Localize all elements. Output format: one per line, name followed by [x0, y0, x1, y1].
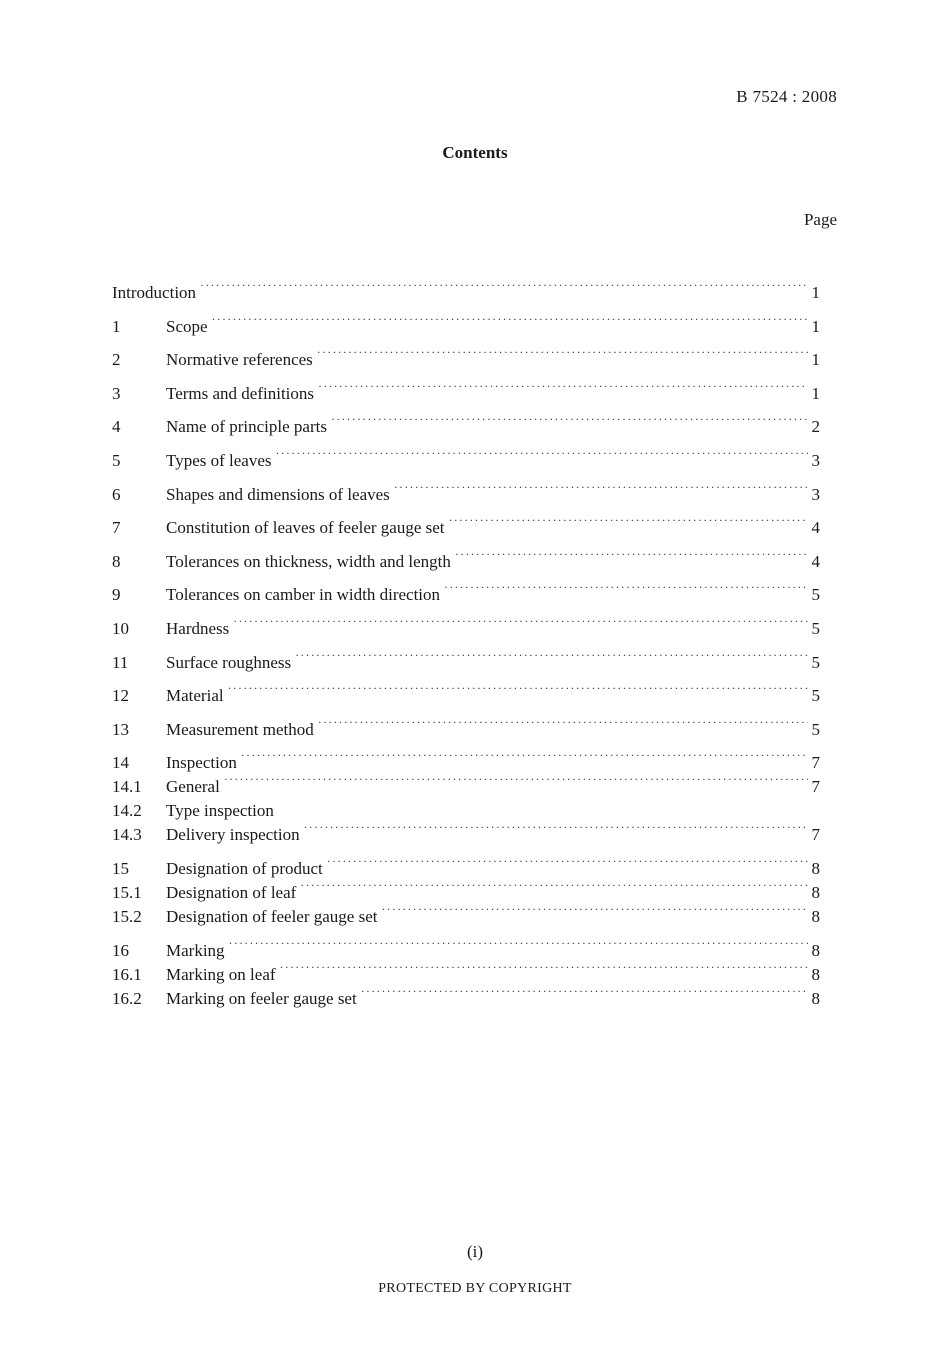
toc-entry-number: 15.1 — [112, 882, 142, 902]
toc-entry[interactable] — [112, 677, 820, 706]
toc-entry-title: Normative references — [166, 350, 313, 370]
toc-entry[interactable] — [112, 408, 820, 437]
toc-entry-number: 9 — [112, 585, 121, 605]
toc-entry-page: 4 — [811, 551, 820, 571]
dot-leader — [449, 509, 808, 533]
toc-entry-number: 15 — [112, 858, 129, 878]
toc-entry-number: 13 — [112, 719, 129, 739]
toc-entry[interactable] — [112, 711, 820, 739]
toc-entry-number: 16.1 — [112, 964, 142, 984]
dot-leader — [278, 792, 808, 816]
toc-entry-title: Measurement method — [166, 719, 314, 739]
toc-entry-page: 4 — [811, 518, 820, 538]
dot-leader — [224, 768, 808, 792]
dot-leader — [381, 898, 808, 922]
dot-leader — [318, 375, 808, 399]
toc-entry-title: Marking on feeler gauge set — [166, 988, 357, 1008]
toc-entry-title: Hardness — [166, 618, 230, 638]
dot-leader — [212, 308, 808, 332]
toc-entry-page: 5 — [811, 618, 820, 638]
toc-entry-number: 16.2 — [112, 988, 142, 1008]
toc-entry-page: 1 — [811, 383, 820, 403]
toc-entry-number: 6 — [112, 484, 121, 504]
toc-entry-number: 14.1 — [112, 777, 142, 797]
toc-entry-number: 11 — [112, 652, 129, 672]
toc-entry-number: 12 — [112, 686, 129, 706]
dot-leader — [233, 610, 808, 634]
toc-entry-number: 8 — [112, 551, 121, 571]
toc-entry-page: 8 — [811, 882, 820, 902]
dot-leader — [241, 744, 808, 768]
toc-entry-title: Surface roughness — [166, 652, 292, 672]
toc-entry[interactable] — [112, 576, 820, 605]
toc-entry-number: 15.2 — [112, 906, 142, 926]
toc-entry-page: 3 — [811, 450, 820, 470]
page-folio: (i) — [466, 1242, 484, 1261]
toc-entry-title: Tolerances on thickness, width and length — [166, 551, 451, 571]
toc-entry-title: Marking — [166, 940, 225, 960]
toc-entry-title: Terms and definitions — [166, 383, 315, 403]
dot-leader — [394, 476, 808, 500]
toc-entry-page: 5 — [811, 686, 820, 706]
toc-entry-title: Material — [166, 686, 224, 706]
toc-entry[interactable] — [112, 644, 820, 672]
dot-leader — [200, 274, 808, 298]
toc-entry-number: 4 — [112, 417, 121, 437]
toc-entry[interactable] — [112, 375, 820, 403]
toc-entry-page: 1 — [811, 350, 820, 370]
toc-entry-title: Introduction — [112, 283, 197, 302]
toc-entry-page: 8 — [811, 940, 820, 960]
toc-entry-number: 3 — [112, 383, 121, 403]
dot-leader — [280, 956, 808, 980]
toc-entry[interactable] — [112, 442, 820, 470]
toc-entry-number: 14.3 — [112, 825, 142, 845]
toc-entry-number: 1 — [112, 316, 121, 336]
toc-entry-number: 14.2 — [112, 801, 142, 821]
copyright-notice: PROTECTED BY COPYRIGHT — [378, 1281, 572, 1296]
toc-entry-title: Types of leaves — [166, 450, 272, 470]
toc-entry-title: Constitution of leaves of feeler gauge set — [166, 518, 445, 538]
toc-entry[interactable] — [112, 543, 820, 571]
toc-entry[interactable] — [112, 341, 820, 370]
toc-entry-page: 5 — [811, 719, 820, 739]
toc-entry-title: Name of principle parts — [166, 417, 327, 437]
toc-entry[interactable] — [112, 509, 820, 538]
dot-leader — [228, 677, 808, 701]
toc-entry-title: Inspection — [166, 753, 237, 773]
page-title: Contents — [442, 143, 508, 162]
toc-entry-number: 2 — [112, 350, 121, 370]
toc-entry-page: 2 — [811, 417, 820, 437]
toc-entry-title: Designation of leaf — [166, 882, 297, 902]
table-of-contents — [112, 274, 820, 1008]
toc-entry[interactable] — [112, 610, 820, 638]
dot-leader — [331, 408, 808, 432]
toc-entry-page: 5 — [811, 585, 820, 605]
toc-entry-title: Designation of feeler gauge set — [166, 906, 378, 926]
toc-entry[interactable] — [112, 274, 820, 302]
toc-entry-page: 7 — [811, 825, 820, 845]
page-column-header: Page — [803, 210, 837, 229]
toc-entry-number: 14 — [112, 753, 129, 773]
dot-leader — [276, 442, 809, 466]
toc-entry-page: 1 — [811, 316, 820, 336]
toc-entry-number: 5 — [112, 450, 121, 470]
toc-entry-page: 8 — [811, 964, 820, 984]
dot-leader — [295, 644, 808, 668]
toc-entry-page: 8 — [811, 988, 820, 1008]
toc-entry-title: Delivery inspection — [166, 825, 300, 845]
dot-leader — [455, 543, 808, 567]
dot-leader — [327, 850, 808, 874]
toc-entry[interactable] — [112, 476, 820, 504]
toc-entry-title: Shapes and dimensions of leaves — [166, 484, 390, 504]
toc-entry[interactable] — [112, 932, 820, 960]
toc-entry-page: 1 — [811, 283, 820, 302]
toc-entry-title: Designation of product — [166, 858, 323, 878]
dot-leader — [361, 980, 808, 1004]
toc-entry-title: General — [166, 777, 220, 797]
toc-entry-number: 16 — [112, 940, 129, 960]
toc-entry-page: 3 — [811, 484, 820, 504]
toc-entry-page: 5 — [811, 652, 820, 672]
dot-leader — [300, 874, 808, 898]
toc-entry-number: 10 — [112, 618, 129, 638]
toc-entry[interactable] — [112, 744, 820, 773]
toc-entry-number: 7 — [112, 518, 121, 538]
toc-entry-title: Type inspection — [166, 801, 274, 821]
toc-entry[interactable] — [112, 850, 820, 878]
dot-leader — [317, 341, 808, 365]
toc-entry-page: 7 — [811, 777, 820, 797]
document-id: B 7524 : 2008 — [736, 87, 837, 106]
toc-entry[interactable] — [112, 308, 820, 336]
toc-entry-title: Tolerances on camber in width direction — [166, 585, 441, 605]
dot-leader — [444, 576, 808, 600]
toc-entry-page: 7 — [811, 753, 820, 773]
dot-leader — [318, 711, 808, 735]
dot-leader — [229, 932, 808, 956]
toc-entry-title: Marking on leaf — [166, 964, 276, 984]
dot-leader — [304, 816, 808, 840]
toc-entry-page: 8 — [811, 858, 820, 878]
toc-entry-title: Scope — [166, 316, 208, 336]
toc-entry-page: 8 — [811, 906, 820, 926]
